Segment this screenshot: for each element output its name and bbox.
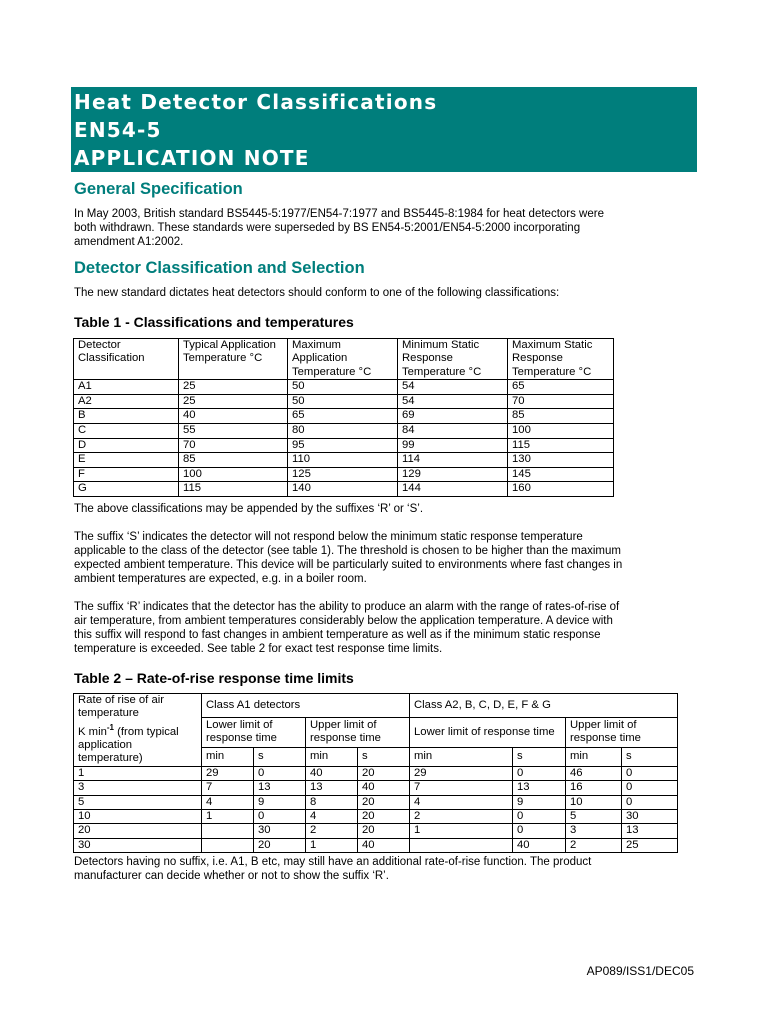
table-cell: 80 (288, 424, 398, 439)
table-cell: 10 (566, 795, 622, 809)
suffix-s-paragraph (74, 530, 694, 586)
table-cell: A1 (74, 380, 179, 395)
table-cell: 40 (358, 781, 410, 795)
table-cell: C (74, 424, 179, 439)
text-line: Detectors having no suffix, i.e. A1, B etc, may still have an additional rate-of-rise function. The product (74, 856, 592, 868)
table-cell: 9 (513, 795, 566, 809)
table-cell: 114 (398, 453, 508, 468)
table-row (74, 766, 678, 780)
table-cell: 129 (398, 467, 508, 482)
text-line: amendment A1:2002. (74, 236, 184, 248)
table-cell: 110 (288, 453, 398, 468)
title-line-1: Heat Detector Classifications (74, 90, 438, 114)
table-cell: 3 (566, 824, 622, 838)
table-cell: 115 (179, 482, 288, 497)
title-line-2: EN54-5 (74, 118, 162, 142)
table-cell: 0 (622, 781, 678, 795)
table-row (74, 409, 614, 424)
unit-min-cell: min (410, 748, 513, 767)
table-cell: 0 (513, 824, 566, 838)
table-cell: 7 (202, 781, 254, 795)
table-header-cell: Maximum Static Response Temperature °C (508, 339, 614, 380)
closing-paragraph (74, 855, 694, 883)
table-cell: 140 (288, 482, 398, 497)
table-cell: 160 (508, 482, 614, 497)
classification-intro: The new standard dictates heat detectors should conform to one of the following classifications: (74, 287, 560, 299)
table-header-row (74, 694, 678, 718)
table-cell: F (74, 467, 179, 482)
table-cell: 85 (508, 409, 614, 424)
text-line: expected ambient temperature. This device will be particularly suited to environments where fast changes in (74, 559, 623, 571)
table-cell: 13 (306, 781, 358, 795)
table-cell: 20 (358, 824, 410, 838)
table-cell: 115 (508, 438, 614, 453)
table-cell: 70 (508, 394, 614, 409)
table-cell: 144 (398, 482, 508, 497)
table-cell: 25 (179, 394, 288, 409)
text-line: air temperature, from ambient temperatures considerably below the application temperature. A device with (74, 615, 613, 627)
document-reference: AP089/ISS1/DEC05 (586, 964, 694, 978)
table-cell: B (74, 409, 179, 424)
table-cell: 4 (410, 795, 513, 809)
table-cell: 40 (513, 838, 566, 852)
table-2-title: Table 2 – Rate-of-rise response time limits (74, 670, 354, 686)
table-cell: 20 (254, 838, 306, 852)
table-cell: 65 (508, 380, 614, 395)
table-cell: 16 (566, 781, 622, 795)
suffix-note: The above classifications may be appended by the suffixes ‘R’ or ‘S’. (74, 503, 424, 515)
table-cell: 8 (306, 795, 358, 809)
general-specification-paragraph (74, 207, 694, 249)
table-cell: 40 (306, 766, 358, 780)
table-cell: 13 (622, 824, 678, 838)
table-cell: 5 (74, 795, 202, 809)
rate-header-text: Rate of rise of air temperature (78, 694, 165, 720)
unit-min-cell: min (566, 748, 622, 767)
table-cell: 9 (254, 795, 306, 809)
a1-upper-limit-header: Upper limit of response time (306, 717, 410, 747)
table-cell: 29 (202, 766, 254, 780)
rate-of-rise-header-cell (74, 694, 202, 767)
table-cell: 2 (410, 810, 513, 824)
table-row (74, 824, 678, 838)
suffix-r-paragraph (74, 600, 694, 656)
text-line: this suffix will respond to fast changes in ambient temperature as well as if the minimum static response (74, 629, 601, 641)
table-cell (202, 838, 254, 852)
table-cell: 30 (74, 838, 202, 852)
unit-min-cell: min (306, 748, 358, 767)
table-cell: 20 (74, 824, 202, 838)
others-lower-limit-header: Lower limit of response time (410, 717, 566, 747)
text-line: temperature is exceeded. See table 2 for exact test response time limits. (74, 643, 443, 655)
table-cell: 25 (179, 380, 288, 395)
text-line: The suffix ‘S’ indicates the detector will not respond below the minimum static response temperature (74, 531, 583, 543)
unit-s-cell: s (622, 748, 678, 767)
text-line: both withdrawn. These standards were superseded by BS EN54-5:2001/EN54-5:2000 incorporating (74, 222, 581, 234)
class-others-header: Class A2, B, C, D, E, F & G (410, 694, 678, 718)
table-cell: 54 (398, 380, 508, 395)
title-banner (71, 87, 697, 172)
rate-unit-text: K min (78, 725, 107, 738)
table-row (74, 795, 678, 809)
table-cell: 3 (74, 781, 202, 795)
table-header-cell: Detector Classification (74, 339, 179, 380)
table-cell: 40 (358, 838, 410, 852)
table-cell: 30 (254, 824, 306, 838)
table-header-cell: Typical Application Temperature °C (179, 339, 288, 380)
table-cell: 145 (508, 467, 614, 482)
table-cell: 20 (358, 795, 410, 809)
general-specification-heading: General Specification (74, 180, 243, 198)
table-cell: 99 (398, 438, 508, 453)
table-cell: 30 (622, 810, 678, 824)
text-line: ambient temperatures are expected, e.g. in a boiler room. (74, 573, 367, 585)
table-cell: D (74, 438, 179, 453)
table-row (74, 482, 614, 497)
table-cell: E (74, 453, 179, 468)
table-row (74, 424, 614, 439)
table-cell (202, 824, 254, 838)
title-line-3: APPLICATION NOTE (74, 146, 310, 170)
table-row (74, 838, 678, 852)
table-cell: 0 (254, 810, 306, 824)
table-cell: 2 (306, 824, 358, 838)
table-cell: 100 (508, 424, 614, 439)
table-cell: 20 (358, 766, 410, 780)
table-cell: 70 (179, 438, 288, 453)
text-line: applicable to the class of the detector (see table 1). The threshold is chosen to be higher than the maximum (74, 545, 621, 557)
table-cell: 50 (288, 380, 398, 395)
text-line: manufacturer can decide whether or not to show the suffix ‘R’. (74, 870, 389, 882)
table-row (74, 380, 614, 395)
table-cell: G (74, 482, 179, 497)
table-cell: 4 (202, 795, 254, 809)
unit-s-cell: s (513, 748, 566, 767)
others-upper-limit-header: Upper limit of response time (566, 717, 678, 747)
table-cell: 4 (306, 810, 358, 824)
table-row (74, 394, 614, 409)
table-header-cell: Maximum Application Temperature °C (288, 339, 398, 380)
table-cell: 95 (288, 438, 398, 453)
rate-of-rise-table-body (74, 766, 678, 852)
table-cell: 69 (398, 409, 508, 424)
table-1-title: Table 1 - Classifications and temperatures (74, 314, 354, 330)
a1-lower-limit-header: Lower limit of response time (202, 717, 306, 747)
table-header-row (74, 339, 614, 380)
rate-unit-exponent: -1 (106, 722, 115, 732)
table-cell: 1 (306, 838, 358, 852)
table-cell: 7 (410, 781, 513, 795)
table-cell: 0 (254, 766, 306, 780)
table-cell: 85 (179, 453, 288, 468)
table-cell: 84 (398, 424, 508, 439)
table-header-cell: Minimum Static Response Temperature °C (398, 339, 508, 380)
table-row (74, 810, 678, 824)
table-cell: 55 (179, 424, 288, 439)
table-cell: 0 (622, 795, 678, 809)
table-cell: 65 (288, 409, 398, 424)
table-cell: 0 (622, 766, 678, 780)
classifications-table-body (74, 380, 614, 497)
table-cell: 1 (410, 824, 513, 838)
rate-tail-text: (from typical application temperature) (78, 725, 179, 765)
unit-s-cell: s (254, 748, 306, 767)
unit-s-cell: s (358, 748, 410, 767)
table-cell: 5 (566, 810, 622, 824)
table-cell: 13 (513, 781, 566, 795)
text-line: In May 2003, British standard BS5445-5:1977/EN54-7:1977 and BS5445-8:1984 for heat detectors were (74, 208, 604, 220)
table-row (74, 467, 614, 482)
rate-of-rise-table (73, 693, 678, 853)
table-cell: 29 (410, 766, 513, 780)
table-cell: 0 (513, 810, 566, 824)
table-cell: 100 (179, 467, 288, 482)
table-row (74, 781, 678, 795)
classifications-table (73, 338, 614, 497)
table-cell: 13 (254, 781, 306, 795)
table-cell: A2 (74, 394, 179, 409)
unit-min-cell: min (202, 748, 254, 767)
table-cell: 130 (508, 453, 614, 468)
text-line: The suffix ‘R’ indicates that the detector has the ability to produce an alarm with the range of rates-of-rise of (74, 601, 620, 613)
table-cell: 46 (566, 766, 622, 780)
table-cell: 2 (566, 838, 622, 852)
table-row (74, 453, 614, 468)
table-cell: 0 (513, 766, 566, 780)
table-row (74, 438, 614, 453)
table-cell: 25 (622, 838, 678, 852)
table-cell: 20 (358, 810, 410, 824)
table-cell: 125 (288, 467, 398, 482)
classification-heading: Detector Classification and Selection (74, 259, 365, 277)
class-a1-header: Class A1 detectors (202, 694, 410, 718)
table-cell: 40 (179, 409, 288, 424)
table-cell: 1 (202, 810, 254, 824)
table-cell: 50 (288, 394, 398, 409)
table-cell: 1 (74, 766, 202, 780)
table-cell (410, 838, 513, 852)
table-cell: 54 (398, 394, 508, 409)
table-cell: 10 (74, 810, 202, 824)
